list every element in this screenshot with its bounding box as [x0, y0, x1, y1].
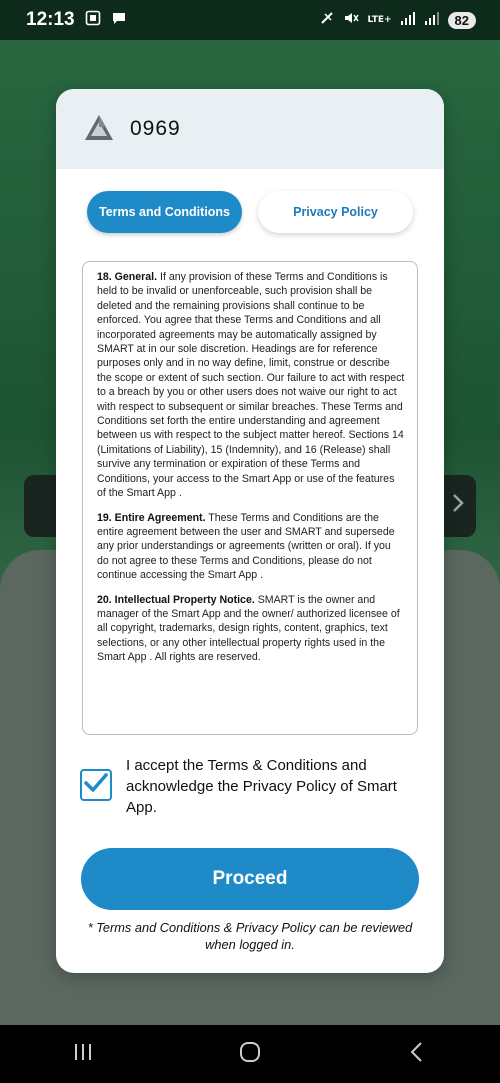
accept-row: [80, 755, 430, 818]
modal-header: [56, 89, 444, 169]
terms-section-heading: 20. Intellectual Property Notice.: [97, 593, 255, 606]
home-icon: [238, 1040, 262, 1068]
accept-label: I accept the Terms & Conditions and acknowledge the Privacy Policy of Smart App.: [126, 757, 397, 816]
tab-bar: [56, 191, 444, 235]
terms-modal: [56, 89, 444, 973]
checkmark-icon: [83, 772, 109, 798]
smart-logo-icon: [82, 112, 116, 146]
home-button[interactable]: [230, 1034, 270, 1074]
signal-icon: [400, 11, 416, 29]
signal-off-icon: [319, 10, 335, 30]
recents-button[interactable]: [63, 1034, 103, 1074]
chat-icon: [111, 10, 127, 30]
accept-checkbox[interactable]: [80, 769, 112, 801]
recents-icon: [72, 1042, 94, 1066]
terms-section-body: These Terms and Conditions are the entire agreement between the user and SMART and supersede any prior understandings or agreements (written or oral). If you do not agree to these Terms and Conditions, please do not continue accessing the Smart App .: [97, 511, 395, 582]
status-bar: [0, 0, 500, 40]
account-number: 0969: [130, 117, 181, 140]
signal-icon-2: [424, 11, 440, 29]
terms-section-heading: 19. Entire Agreement.: [97, 511, 206, 524]
battery-indicator: 82: [448, 12, 476, 29]
navigation-bar: [0, 1025, 500, 1083]
tab-privacy-policy[interactable]: Privacy Policy: [258, 191, 413, 233]
proceed-button[interactable]: Proceed: [81, 848, 419, 910]
terms-section-body: If any provision of these Terms and Conditions is held to be invalid or unenforceable, such provision shall be deleted and the remaining provisions shall continue to be enforced. You agree that these Terms and Conditions and all incorporated agreements may be automatically assigned by SMART at in our sole discretion. Headings are for reference purposes only and in no way define, limit, construe or describe the scope or extent of such section. Our failure to act with respect to a breach by you or other users does not waive our right to act with respect to subsequent or similar breaches. These Terms and Conditions set forth the entire understanding and agreement between us with respect to the subject matter hereof. Sections 14 (Limitations of Liability), 15 (Indemnity), and 16 (Release) shall survive any termination or expiration of these Terms and Conditions, your access to the Smart App or use of the features of the Smart App .: [97, 271, 405, 500]
terms-scroll-area[interactable]: [82, 261, 418, 735]
terms-section-body: SMART is the owner and manager of the Smart App and the owner/ authorized licensee of all copyright, trademarks, design rights, content, graphics, text selections, or any other intellectual property rights used in the Smart App . All rights are reserved.: [97, 593, 400, 664]
back-icon: [409, 1041, 425, 1067]
network-label: LTE+: [367, 15, 392, 25]
screenshot-icon: [85, 10, 101, 30]
terms-section-heading: 18. General.: [97, 271, 158, 283]
tab-terms-and-conditions[interactable]: Terms and Conditions: [87, 191, 242, 233]
footnote: * Terms and Conditions & Privacy Policy can be reviewed when logged in.: [87, 920, 413, 952]
terms-section: [97, 511, 405, 583]
terms-section: [97, 270, 405, 501]
mute-icon: [343, 10, 359, 30]
terms-section: [97, 593, 405, 665]
back-button[interactable]: [397, 1034, 437, 1074]
status-time: 12:13: [26, 9, 75, 30]
